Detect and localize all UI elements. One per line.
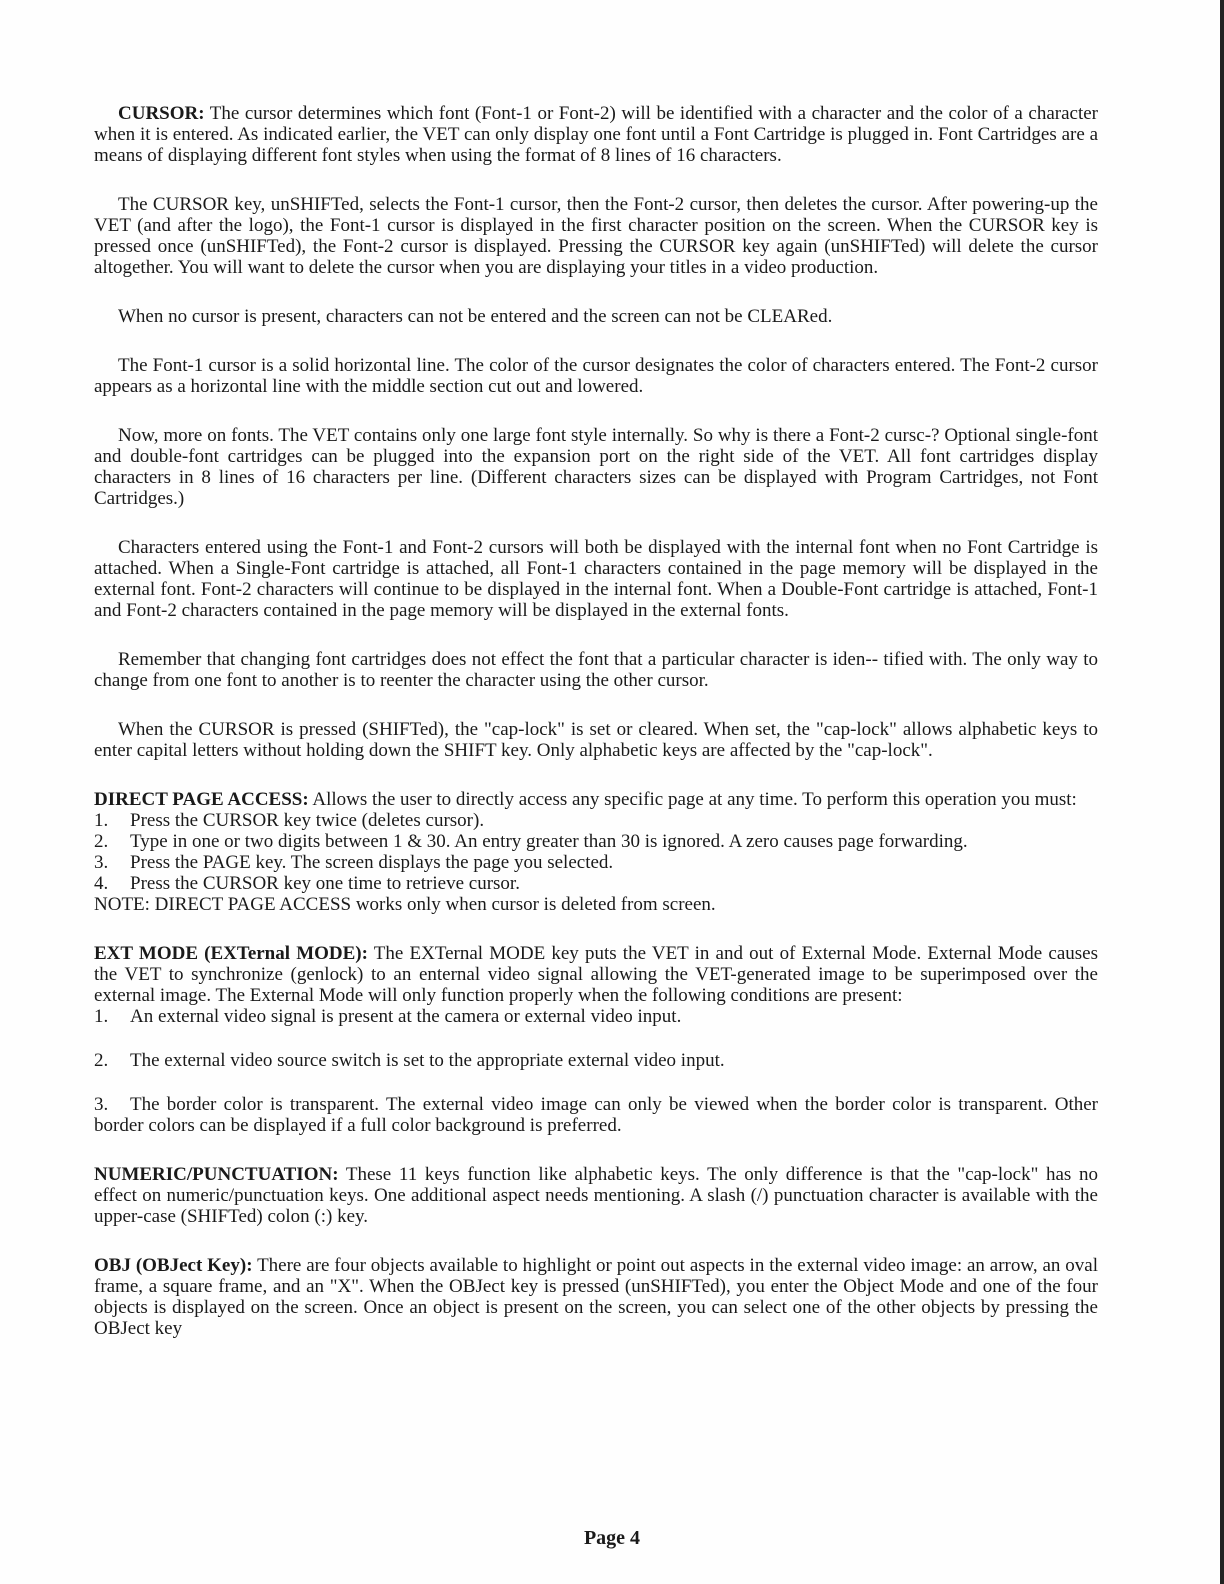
- step-text: Press the PAGE key. The screen displays the page you selected.: [130, 852, 614, 873]
- direct-page-access-note: NOTE: DIRECT PAGE ACCESS works only when cursor is deleted from screen.: [94, 894, 716, 915]
- step-number: 4.: [94, 873, 109, 894]
- direct-page-access-intro-text: Allows the user to directly access any specific page at any time. To perform this operation you must:: [312, 789, 1077, 810]
- obj-paragraph: [94, 1255, 1098, 1339]
- cursor-paragraph-2: When no cursor is present, characters can not be entered and the screen can not be CLEARed.: [118, 306, 833, 327]
- cursor-paragraph-3: The Font-1 cursor is a solid horizontal line. The color of the cursor designates the color of characters entered. The Font-2 cursor appears as a horizontal line with the middle section cut out and lowered.: [94, 355, 1098, 397]
- numeric-punctuation-paragraph: [94, 1164, 1098, 1227]
- cursor-paragraph-4: Now, more on fonts. The VET contains only one large font style internally. So why is there a Font-2 cursc-? Optional single-font and double-font cartridges can be plugged into the expansion port on the right side of the VET. All font cartridges display characters in 8 lines of 16 characters per line. (Different characters sizes can be displayed with Program Cartridges, not Font Cartridges.): [94, 425, 1098, 509]
- step-number: 2.: [94, 831, 109, 852]
- cursor-heading: CURSOR:: [118, 103, 205, 124]
- direct-page-access-step: [94, 852, 1098, 873]
- obj-heading: OBJ (OBJect Key):: [94, 1255, 253, 1276]
- cursor-paragraph-6: Remember that changing font cartridges does not effect the font that a particular character is iden-- tified with. The only way to change from one font to another is to reenter the character using the other cursor.: [94, 649, 1098, 691]
- condition-number: 2.: [94, 1050, 109, 1071]
- ext-mode-condition: [94, 1006, 1098, 1027]
- ext-mode-intro: [94, 943, 1098, 1006]
- ext-mode-heading: EXT MODE (EXTernal MODE):: [94, 943, 368, 964]
- step-text: Press the CURSOR key twice (deletes cursor).: [130, 810, 485, 831]
- step-number: 3.: [94, 852, 109, 873]
- direct-page-access-step: [94, 873, 1098, 894]
- condition-text: An external video signal is present at the camera or external video input.: [130, 1006, 682, 1027]
- cursor-paragraph-5: Characters entered using the Font-1 and Font-2 cursors will both be displayed with the internal font when no Font Cartridge is attached. When a Single-Font cartridge is attached, all Font-1 characters contained in the page memory will be displayed in the external font. Font-2 characters will continue to be displayed in the internal font. When a Double-Font cartridge is attached, Font-1 and Font-2 characters contained in the page memory will be displayed in the external fonts.: [94, 537, 1098, 621]
- condition-text: The border color is transparent. The external video image can only be viewed when the border color is transparent. Other border colors can be displayed if a full color background is preferred.: [94, 1094, 1098, 1136]
- ext-mode-condition: [94, 1094, 1098, 1136]
- step-text: Type in one or two digits between 1 & 30. An entry greater than 30 is ignored. A zero causes page forwarding.: [130, 831, 968, 852]
- direct-page-access-step: [94, 831, 1098, 852]
- page-content: [94, 103, 1098, 1339]
- condition-number: 1.: [94, 1006, 109, 1027]
- condition-number: 3.: [94, 1094, 109, 1115]
- ext-mode-intro-text: The EXTernal MODE key puts the VET in and out of External Mode. External Mode causes the VET to synchronize (genlock) to an enternal video signal allowing the VET-generated image to be superimposed over the external image. The External Mode will only function properly when the following conditions are present:: [94, 943, 1098, 1006]
- ext-mode-condition: [94, 1050, 1098, 1071]
- direct-page-access-step: [94, 810, 1098, 831]
- step-text: Press the CURSOR key one time to retrieve cursor.: [130, 873, 520, 894]
- obj-text: There are four objects available to highlight or point out aspects in the external video image: an arrow, an oval frame, a square frame, and an "X". When the OBJect key is pressed (unSHIFTed), you enter the Object Mode and one of the four objects is displayed on the screen. Once an object is present on the screen, you can select one of the other objects by pressing the OBJect key: [94, 1255, 1098, 1339]
- step-number: 1.: [94, 810, 109, 831]
- numeric-punctuation-heading: NUMERIC/PUNCTUATION:: [94, 1164, 339, 1185]
- direct-page-access-heading: DIRECT PAGE ACCESS:: [94, 789, 309, 810]
- cursor-paragraph-7: When the CURSOR is pressed (SHIFTed), the "cap-lock" is set or cleared. When set, the "cap-lock" allows alphabetic keys to enter capital letters without holding down the SHIFT key. Only alphabetic keys are affected by the "cap-lock".: [94, 719, 1098, 761]
- cursor-intro-paragraph: [94, 103, 1098, 166]
- direct-page-access-intro: [94, 789, 1098, 810]
- page-number: Page 4: [583, 1527, 641, 1549]
- cursor-intro-text: The cursor determines which font (Font-1 or Font-2) will be identified with a character and the color of a character when it is entered. As indicated earlier, the VET can only display one font until a Font Cartridge is plugged in. Font Cartridges are a means of displaying different font styles when using the format of 8 lines of 16 characters.: [94, 103, 1098, 166]
- cursor-paragraph-1: The CURSOR key, unSHIFTed, selects the Font-1 cursor, then the Font-2 cursor, then deletes the cursor. After powering-up the VET (and after the logo), the Font-1 cursor is displayed in the first character position on the screen. When the CURSOR key is pressed once (unSHIFTed), the Font-2 cursor is displayed. Pressing the CURSOR key again (unSHIFTed) will delete the cursor altogether. You will want to delete the cursor when you are displaying your titles in a video production.: [94, 194, 1098, 278]
- page-edge: [1220, 0, 1224, 1584]
- numeric-punctuation-text: These 11 keys function like alphabetic keys. The only difference is that the "cap-lock" has no effect on numeric/punctuation keys. One additional aspect needs mentioning. A slash (/) punctuation character is available with the upper-case (SHIFTed) colon (:) key.: [94, 1164, 1098, 1227]
- condition-text: The external video source switch is set to the appropriate external video input.: [130, 1050, 725, 1071]
